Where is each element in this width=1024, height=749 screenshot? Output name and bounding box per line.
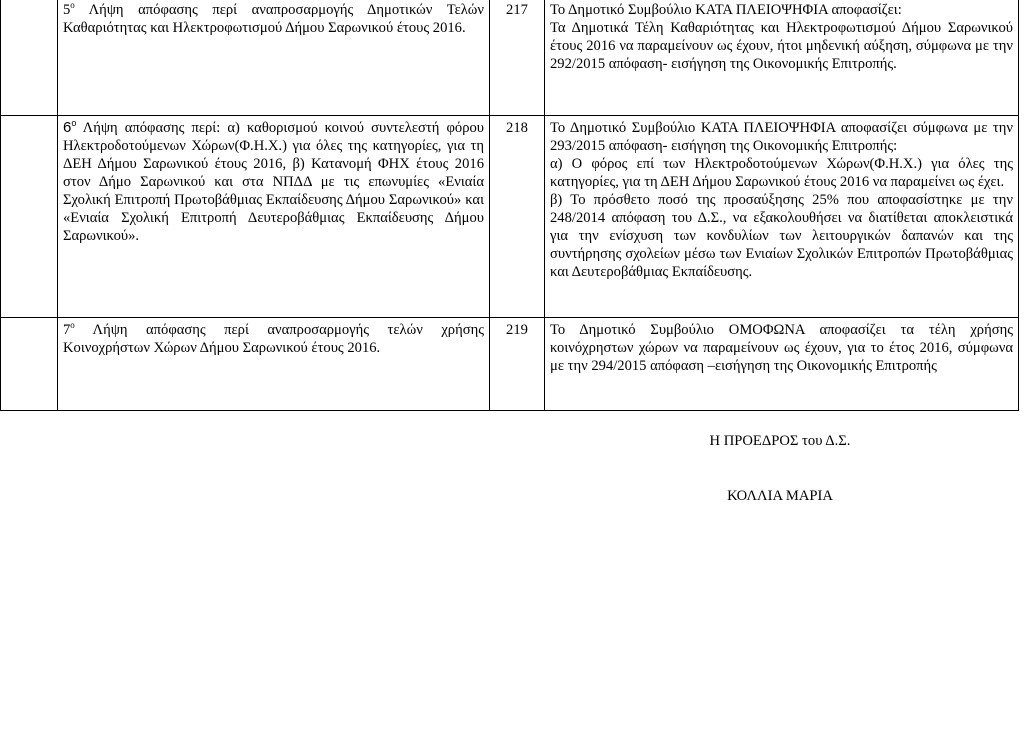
table-row: [1, 115, 1019, 317]
decision-paragraph: Τα Δημοτικά Τέλη Καθαριότητας και Ηλεκτροφωτισμού Δήμου Σαρωνικού έτους 2016 να παραμείνουν ως έχουν, ήτοι μηδενική αύξηση, σύμφωνα με την 292/2015 απόφαση- εισήγηση της Οικονομικής Επιτροπής.: [550, 20, 1013, 72]
decision-number: 217: [490, 0, 545, 115]
ordinal-suffix: ο: [70, 0, 75, 11]
item-subject: Λήψη απόφασης περί αναπροσαρμογής Δημοτικών Τελών Καθαριότητας και Ηλεκτροφωτισμού Δήμου Σαρωνικού έτους 2016.: [63, 2, 485, 36]
subject-cell: [58, 317, 490, 410]
decision-text: [545, 317, 1019, 410]
table-row: [1, 0, 1019, 115]
item-number: 6: [63, 118, 72, 136]
item-subject: Λήψη απόφασης περί: α) καθορισμού κοινού συντελεστή φόρου Ηλεκτροδοτούμενων Χώρων(Φ.Η.Χ.) για όλες της κατηγορίες, για τη ΔΕΗ Δήμου Σαρωνικού έτους 2016, β) Κατανομή ΦΗΧ έτους 2016 στον Δήμο Σαρωνικού και στα ΝΠΔΔ με τις επωνυμίες «Ενιαία Σχολική Επιτροπή Πρωτοβάθμιας Εκπαίδευσης Δήμου Σαρωνικού» και «Ενιαία Σχολική Επιτροπή Δευτεροβάθμιας Εκπαίδευσης Δήμου Σαρωνικού».: [63, 119, 484, 244]
item-number: 5: [63, 2, 71, 18]
signature-name: ΚΟΛΛΙΑ ΜΑΡΙΑ: [727, 488, 833, 504]
decision-number: 218: [490, 115, 545, 317]
blank-cell: [1, 115, 58, 317]
blank-cell: [1, 317, 58, 410]
decision-text: [545, 0, 1019, 115]
subject-cell: [58, 115, 490, 317]
decision-paragraph: Το Δημοτικό Συμβούλιο ΚΑΤΑ ΠΛΕΙΟΨΗΦΙΑ αποφασίζει σύμφωνα με την 293/2015 απόφαση- εισήγηση της Οικονομικής Επιτροπής:: [550, 119, 1013, 154]
signature-role: Η ΠΡΟΕΔΡΟΣ του Δ.Σ.: [709, 433, 851, 449]
subject-cell: [58, 0, 490, 115]
ordinal-suffix: ο: [71, 117, 77, 128]
item-number: 7: [63, 321, 71, 338]
decision-text: [545, 115, 1019, 317]
item-number-ordinal: [63, 119, 76, 136]
decision-paragraph: Το Δημοτικό Συμβούλιο ΚΑΤΑ ΠΛΕΙΟΨΗΦΙΑ αποφασίζει:: [550, 2, 902, 18]
ordinal-suffix: ο: [70, 319, 75, 330]
decision-paragraph: α) Ο φόρος επί των Ηλεκτροδοτούμενων Χώρων(Φ.Η.Χ.) για όλες της κατηγορίες, για τη ΔΕΗ Δήμου Σαρωνικού έτους 2016 να παραμείνει ως έχει.: [550, 155, 1013, 190]
decision-number: 219: [490, 317, 545, 410]
item-subject: Λήψη απόφασης περί αναπροσαρμογής τελών χρήσης Κοινοχρήστων Χώρων Δήμου Σαρωνικού έτους 2016.: [63, 321, 484, 356]
table-row: [1, 317, 1019, 410]
decision-paragraph: β) Το πρόσθετο ποσό της προσαύξησης 25% που αποφασίστηκε με την 248/2014 απόφαση του Δ.Σ., να εξακολουθήσει να διατίθεται αποκλειστικά για την ενίσχυση των κονδυλίων των λειτουργικών δαπανών και της συντήρησης σχολείων μέσω των Ενιαίων Σχολικών Επιτροπών Πρωτοβάθμιας και Δευτεροβάθμιας Εκπαίδευσης.: [550, 191, 1013, 280]
decision-paragraph: Το Δημοτικό Συμβούλιο ΟΜΟΦΩΝΑ αποφασίζει τα τέλη χρήσης κοινόχρηστων χώρων να παραμείνουν ως έχουν, για το έτος 2016, σύμφωνα με την 294/2015 απόφαση –εισήγηση της Οικονομικής Επιτροπής: [550, 321, 1013, 374]
blank-cell: [1, 0, 58, 115]
